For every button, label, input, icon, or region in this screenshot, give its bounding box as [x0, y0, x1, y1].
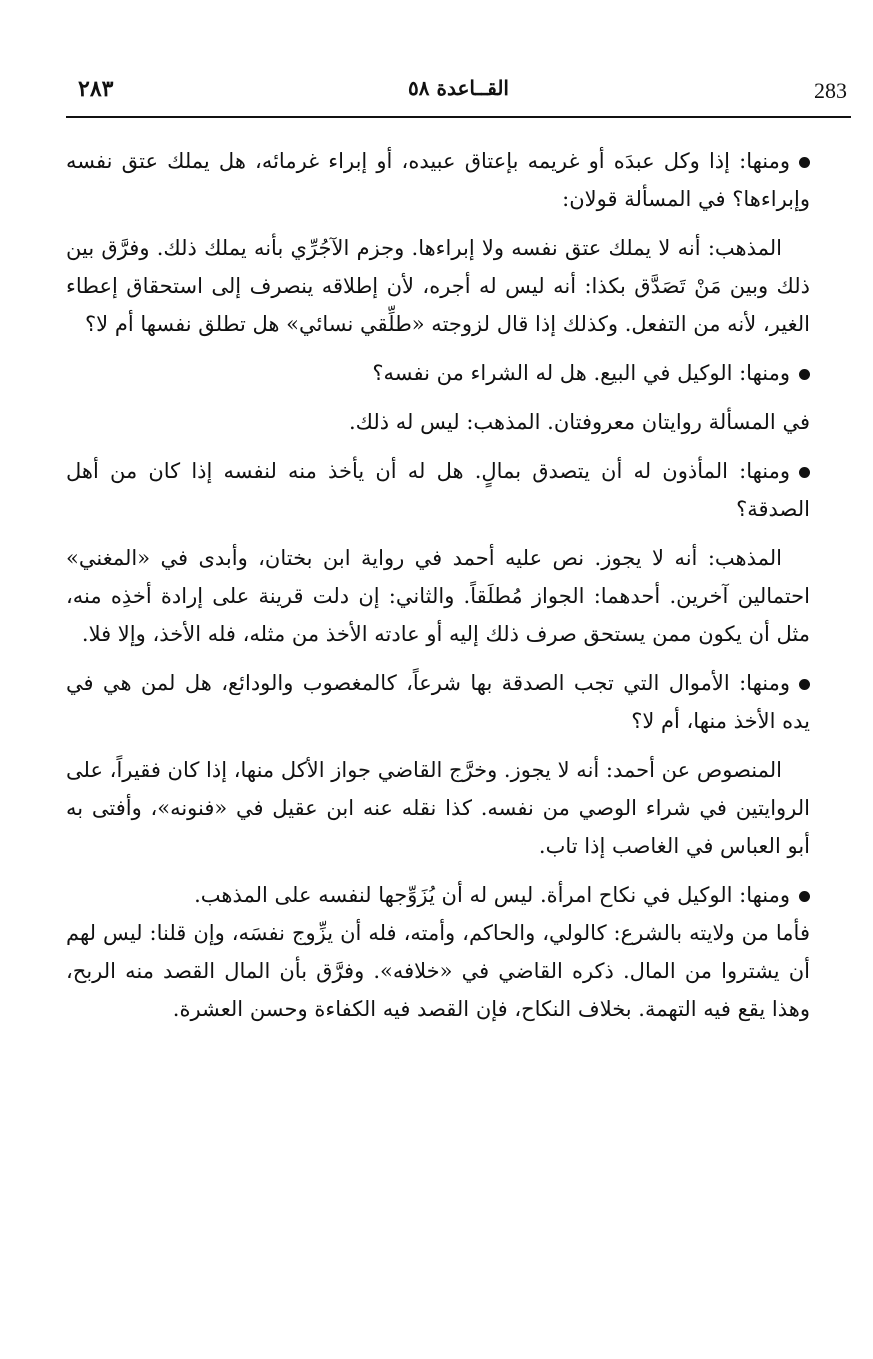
running-title: القــاعدة ٥٨ [408, 76, 509, 100]
bullet-paragraph [66, 876, 810, 914]
body-paragraph [66, 539, 810, 653]
paragraph-text: المنصوص عن أحمد: أنه لا يجوز. وخرَّج القاضي جواز الأكل منها، إذا كان فقيراً، على الروايتين في شراء الوصي من نفسه. كذا نقله عنه ابن عقيل في «فنونه»، وأفتى به أبو العباس في الغاصب إذا تاب. [66, 758, 810, 858]
paragraph-text: ومنها: المأذون له أن يتصدق بمالٍ. هل له أن يأخذ منه لنفسه إذا كان من أهل الصدقة؟ [66, 459, 810, 521]
bullet-paragraph [66, 142, 810, 218]
bullet-icon [799, 157, 810, 168]
bullet-paragraph [66, 664, 810, 740]
header-rule [66, 116, 851, 118]
paragraph-text: فأما من ولايته بالشرع: كالولي، والحاكم، وأمته، فله أن يزِّوج نفسَه، وإن قلنا: ليس لهم أن يشتروا من المال. ذكره القاضي في «خلافه». وفرَّق بأن المال القصد منه الربح، وهذا يقع فيه التهمة. بخلاف النكاح، فإن القصد فيه الكفاءة وحسن العشرة. [66, 921, 810, 1021]
body-paragraph [66, 403, 810, 441]
page-number-arabic: ٢٨٣ [78, 76, 114, 102]
page-number-latin: 283 [814, 78, 847, 103]
bullet-paragraph [66, 452, 810, 528]
paragraph-text: ومنها: إذا وكل عبدَه أو غريمه بإعتاق عبيده، أو إبراء غرمائه، هل يملك عتق نفسه وإبراءها؟ في المسألة قولان: [66, 149, 810, 211]
page-header [66, 68, 851, 116]
body-paragraph [66, 914, 810, 1028]
paragraph-text: ومنها: الوكيل في البيع. هل له الشراء من نفسه؟ [372, 361, 790, 385]
paragraph-text: في المسألة روايتان معروفتان. المذهب: ليس له ذلك. [349, 410, 810, 434]
page-body [66, 142, 810, 1039]
body-paragraph [66, 751, 810, 865]
paragraph-text: ومنها: الأموال التي تجب الصدقة بها شرعاً، كالمغصوب والودائع، هل لمن هي في يده الأخذ منها، أم لا؟ [66, 671, 810, 733]
bullet-paragraph [66, 354, 810, 392]
body-paragraph [66, 229, 810, 343]
paragraph-text: المذهب: أنه لا يملك عتق نفسه ولا إبراءها. وجزم الآجُرِّي بأنه يملك ذلك. وفرَّق بين ذلك وبين مَنْ تَصَدَّق بكذا: أنه ليس له أجره، لأن إطلاقه ينصرف إلى استحقاق إعطاء الغير، لأنه من التفعل. وكذلك إذا قال لزوجته «طلِّقي نسائي» هل تطلق نفسها أم لا؟ [66, 236, 810, 336]
bullet-icon [799, 679, 810, 690]
paragraph-text: ومنها: الوكيل في نكاح امرأة. ليس له أن يُزَوِّجها لنفسه على المذهب. [194, 883, 790, 907]
bullet-icon [799, 467, 810, 478]
paragraph-text: المذهب: أنه لا يجوز. نص عليه أحمد في رواية ابن بختان، وأبدى في «المغني» احتمالين آخرين. أحدهما: الجواز مُطلَقاً. والثاني: إن دلت قرينة على إرادة أخذِه منه، مثل أن يكون ممن يستحق صرف ذلك إليه أو عادته الأخذ من مثله، فله الأخذ، وإلا فلا. [66, 546, 810, 646]
bullet-icon [799, 891, 810, 902]
bullet-icon [799, 369, 810, 380]
